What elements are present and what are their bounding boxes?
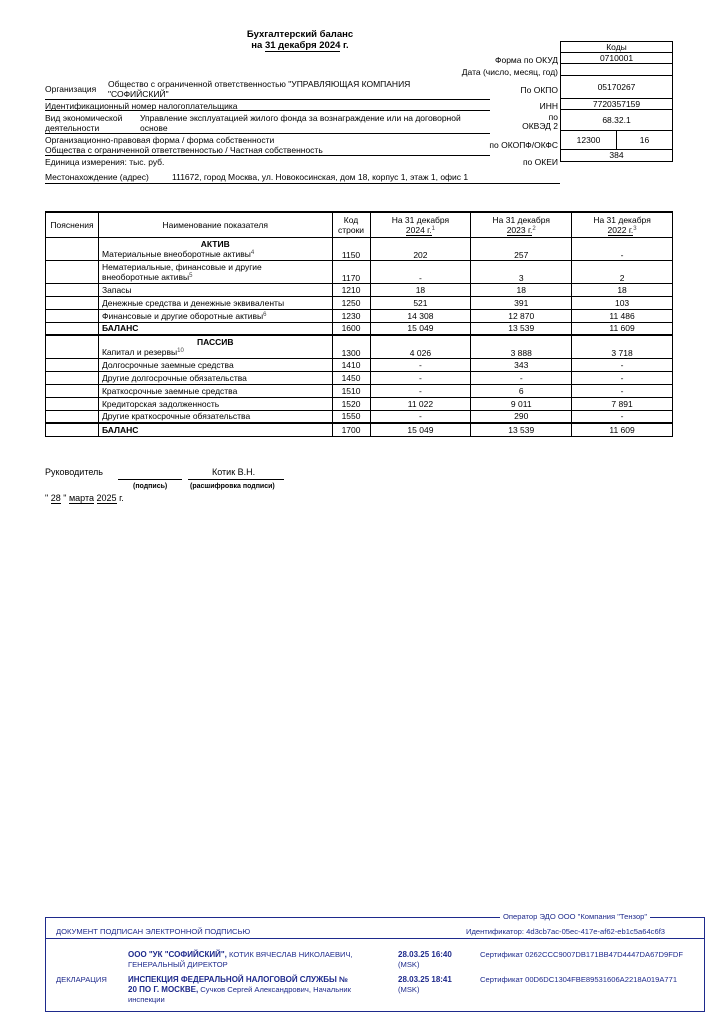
- signer1-tz: (MSK): [398, 960, 420, 969]
- table-row: АКТИВ Материальные внеоборотные активы$^4$ 1150 202 257 -: [46, 237, 673, 260]
- table-header-row: [46, 212, 673, 237]
- date-code: [560, 64, 673, 76]
- signer2-line-2: 20 ПО Г. МОСКВЕ, Сучков Сергей Александрович, Начальник: [128, 985, 351, 994]
- okpo-code: 05170267: [560, 76, 673, 99]
- sign-date-day: 28: [50, 493, 61, 503]
- table-row: Финансовые и другие оборотные активы$^6$ 1230 14 308 12 870 11 486: [46, 309, 673, 322]
- okopf-okfs-code: [560, 131, 673, 150]
- signer1-certificate: Сертификат 0262CCC9007DB171BB47D4447DA67D9FDF: [480, 950, 683, 959]
- sign-date-year: 2025: [96, 493, 117, 503]
- header-notes: Пояснения: [46, 212, 99, 237]
- date-label: Дата (число, месяц, год): [461, 67, 558, 77]
- okved-label-2: ОКВЭД 2: [522, 121, 558, 131]
- okpo-label: По ОКПО: [520, 85, 558, 95]
- okud-label: Форма по ОКУД: [495, 55, 558, 65]
- org-label: Организация: [45, 84, 97, 94]
- table-row: Кредиторская задолженность 1520 11 022 9 011 7 891: [46, 397, 673, 410]
- okopf-label: по ОКОПФ/ОКФС: [489, 140, 558, 150]
- legal-form-label: Организационно-правовая форма / форма собственности: [45, 135, 275, 145]
- org-name-line-2: "СОФИЙСКИЙ": [108, 89, 169, 99]
- inn-underline: [45, 110, 490, 111]
- org-underline: [45, 99, 490, 100]
- document-identifier: Идентификатор: 4d3cb7ac-05ec-417e-af62-eb1c5a64c6f3: [466, 927, 666, 936]
- activity-line-1: Управление эксплуатацией жилого фонда за вознаграждение или на договорной: [140, 113, 461, 123]
- decode-caption: (расшифровка подписи): [190, 483, 275, 490]
- unit-label: Единица измерения: тыс. руб.: [45, 157, 165, 167]
- declaration-label: ДЕКЛАРАЦИЯ: [56, 975, 107, 984]
- table-row-total-liabilities: БАЛАНС 1700 15 049 13 539 11 609: [46, 423, 673, 436]
- stamp-divider: [46, 938, 704, 939]
- section-liabilities: ПАССИВ: [196, 336, 234, 347]
- header-2022: На 31 декабря 2022 г.$^3$: [572, 212, 673, 237]
- okud-code: 0710001: [560, 53, 673, 65]
- report-title-text: Бухгалтерский баланс: [246, 29, 354, 40]
- report-date-value: 31 декабря 2024: [264, 40, 341, 51]
- address-value: 111672, город Москва, ул. Новокосинская, дом 18, корпус 1, этаж 1, офис 1: [172, 172, 469, 182]
- activity-label-1: Вид экономической: [45, 113, 123, 123]
- signed-label: ДОКУМЕНТ ПОДПИСАН ЭЛЕКТРОННОЙ ПОДПИСЬЮ: [56, 927, 251, 936]
- header-name: Наименование показателя: [98, 212, 332, 237]
- signer2-line-1: ИНСПЕКЦИЯ ФЕДЕРАЛЬНОЙ НАЛОГОВОЙ СЛУЖБЫ №: [128, 975, 348, 984]
- inn-full-label: Идентификационный номер налогоплательщика: [45, 101, 238, 111]
- signer2-tz: (MSK): [398, 985, 420, 994]
- head-label: Руководитель: [45, 467, 103, 477]
- signer1-line-1: ООО "УК "СОФИЙСКИЙ", КОТИК ВЯЧЕСЛАВ НИКОЛАЕВИЧ,: [128, 950, 353, 959]
- activity-underline: [45, 133, 490, 134]
- okopf-code: 12300: [561, 131, 617, 149]
- table-row: Краткосрочные заемные средства 1510 - 6 -: [46, 384, 673, 397]
- okved-label-1: по: [548, 112, 558, 122]
- okei-code: 384: [560, 150, 673, 162]
- head-name: Котик В.Н.: [212, 467, 256, 477]
- okved-code: 68.32.1: [560, 110, 673, 131]
- legal-form-value: Общества с ограниченной ответственностью / Частная собственность: [45, 145, 323, 155]
- sign-date: " 28 " марта 2025 г.: [45, 493, 124, 503]
- signature-line: [118, 479, 182, 480]
- okei-label: по ОКЕИ: [522, 157, 558, 167]
- signer2-line-3: инспекции: [128, 995, 165, 1004]
- table-row: Нематериальные, финансовые и другие внеоборотные активы$^5$ 1170 - 3 2: [46, 260, 673, 283]
- activity-line-2: основе: [140, 123, 168, 133]
- address-label: Местонахождение (адрес): [45, 172, 149, 182]
- edo-operator: Оператор ЭДО ООО "Компания "Тензор": [500, 912, 650, 921]
- decode-line: [188, 479, 284, 480]
- sign-date-month: марта: [68, 493, 94, 503]
- okfs-code: 16: [639, 135, 650, 145]
- table-row: ПАССИВ Капитал и резервы$^{10}$ 1300 4 026 3 888 3 718: [46, 335, 673, 358]
- table-row: Денежные средства и денежные эквиваленты 1250 521 391 103: [46, 296, 673, 309]
- org-name-line-1: Общество с ограниченной ответственностью "УПРАВЛЯЮЩАЯ КОМПАНИЯ: [108, 79, 411, 89]
- report-date-line: на 31 декабря 2024 г.: [251, 40, 349, 51]
- address-underline: [45, 183, 560, 184]
- signer2-time: 28.03.25 18:41: [398, 975, 452, 984]
- signer1-line-2: ГЕНЕРАЛЬНЫЙ ДИРЕКТОР: [128, 960, 228, 969]
- sign-caption: (подпись): [133, 483, 168, 490]
- header-2024: На 31 декабря 2024 г.$^1$: [370, 212, 471, 237]
- codes-box: [560, 41, 673, 162]
- legal-form-underline: [45, 155, 490, 156]
- table-row: Запасы 1210 18 18 18: [46, 283, 673, 296]
- table-row: Другие краткосрочные обязательства 1550 - 290 -: [46, 410, 673, 423]
- signer1-time: 28.03.25 16:40: [398, 950, 452, 959]
- report-title: [0, 29, 600, 51]
- section-assets: АКТИВ: [200, 238, 230, 249]
- inn-label: ИНН: [539, 101, 558, 111]
- table-row: Долгосрочные заемные средства 1410 - 343 -: [46, 358, 673, 371]
- codes-heading: Коды: [560, 41, 673, 53]
- header-code: Код строки: [332, 212, 370, 237]
- header-2023: На 31 декабря 2023 г.$^2$: [471, 212, 572, 237]
- table-row: Другие долгосрочные обязательства 1450 - - -: [46, 371, 673, 384]
- inn-code: 7720357159: [560, 99, 673, 111]
- activity-label-2: деятельности: [45, 123, 100, 133]
- balance-table: [45, 211, 673, 437]
- table-row-total-assets: БАЛАНС 1600 15 049 13 539 11 609: [46, 322, 673, 335]
- signer2-certificate: Сертификат 00D6DC1304FBE89531606A2218A019A771: [480, 975, 678, 984]
